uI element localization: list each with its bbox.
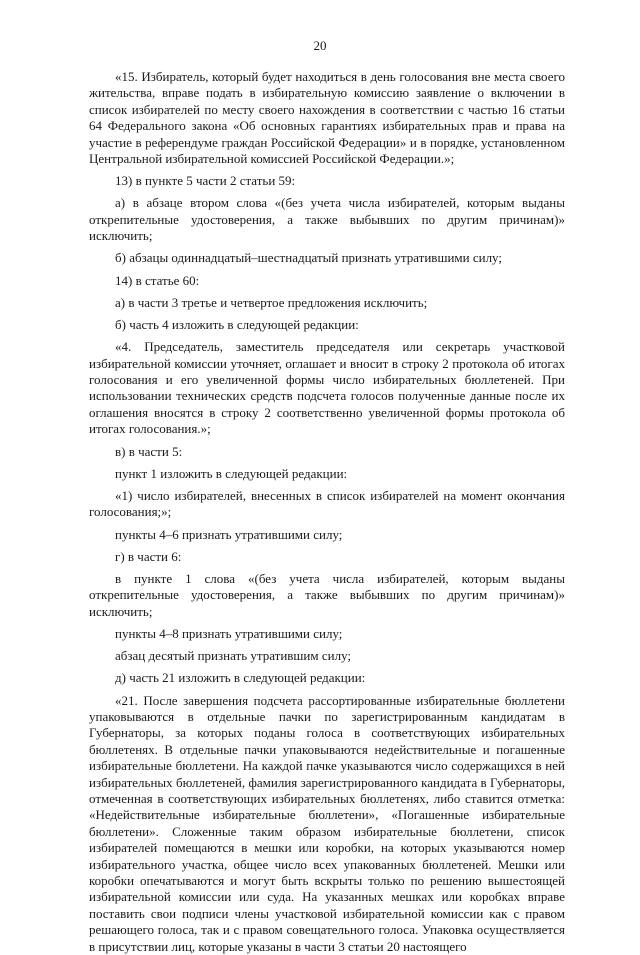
paragraph-item-14v: в) в части 5: <box>115 443 183 459</box>
page-number: 20 <box>313 38 327 53</box>
paragraph-points-4-8: пункты 4–8 признать утратившими силу; <box>115 625 343 641</box>
paragraph-clause-21: «21. После завершения подсчета рассортированные избирательные бюллетени упаковываются в отдельные пачки по зарегистрированным кандидатам в Губернаторы, за которых поданы голоса в соответствующих избирательных бюллетенях. В отдельные пачки упаковываются недействительные и погашенные избирательные бюллетени. На каждой пачке указываются число содержащихся в ней избирательных бюллетеней, фамилия зарегистрированного кандидата в Губернаторы, отмеченная в соответствующих избирательных бюллетенях, либо ставится отметка: «Недействительные избирательные бюллетени», «Погашенные избирательные бюллетени». Сложенные таким образом избирательные бюллетени, список избирателей помещаются в мешки или коробки, на которых указываются номер избирательного участка, общее число всех упакованных бюллетеней. Мешки или коробки опечатываются и могут быть вскрыты только по решению вышестоящей избирательной комиссии или суда. На указанных мешках или коробках вправе поставить свои подписи члены участковой избирательной комиссии как с правом решающего голоса, так и с правом совещательного голоса. Упаковка осуществляется в присутствии лиц, которые указаны в части 3 статьи 20 настоящего <box>89 692 565 954</box>
paragraph-points-4-6: пункты 4–6 признать утратившими силу; <box>115 526 343 542</box>
paragraph-item-14b: б) часть 4 изложить в следующей редакции: <box>115 317 359 333</box>
paragraph-item-14a: а) в части 3 третье и четвертое предложения исключить; <box>115 294 428 310</box>
paragraph-clause-4: «4. Председатель, заместитель председателя или секретарь участковой избирательной комиссии уточняет, оглашает и вносит в строку 2 протокола об итогах голосования и его увеличенной формы число избирательных бюллетеней. При использовании технических средств подсчета голосов полученные данные после их оглашения вносятся в строку 2 соответственно увеличенной формы протокола об итогах голосования.»; <box>89 339 565 437</box>
paragraph-item-13a: а) в абзаце втором слова «(без учета числа избирателей, которым выданы открепительные удостоверения, а также выбывших по другим причинам)» исключить; <box>89 195 565 244</box>
paragraph-item-14g: г) в части 6: <box>115 548 182 564</box>
paragraph-clause-15: «15. Избиратель, который будет находиться в день голосования вне места своего жительства, вправе подать в избирательную комиссию заявление о включении в список избирателей по месту своего нахождения в соответствии с частью 16 статьи 64 Федерального закона «Об основных гарантиях избирательных прав и права на участие в референдуме граждан Российской Федерации» и в порядке, установленном Центральной избирательной комиссией Российской Федерации.»; <box>89 69 565 167</box>
paragraph-item-14d: д) часть 21 изложить в следующей редакции: <box>115 670 366 686</box>
paragraph-item-13b: б) абзацы одиннадцатый–шестнадцатый признать утратившими силу; <box>115 250 502 266</box>
paragraph-point-1-words: в пункте 1 слова «(без учета числа избирателей, которым выданы открепительные удостоверения, а также выбывших по другим причинам)» исключить; <box>89 570 565 619</box>
paragraph-item-14: 14) в статье 60: <box>115 272 200 288</box>
paragraph-point-1-text: «1) число избирателей, внесенных в список избирателей на момент окончания голосования;»; <box>89 487 565 520</box>
paragraph-tenth-abzac: абзац десятый признать утратившим силу; <box>115 648 352 664</box>
paragraph-item-13: 13) в пункте 5 части 2 статьи 59: <box>115 173 296 189</box>
paragraph-point-1-edit: пункт 1 изложить в следующей редакции: <box>115 465 348 481</box>
document-body <box>89 69 565 955</box>
